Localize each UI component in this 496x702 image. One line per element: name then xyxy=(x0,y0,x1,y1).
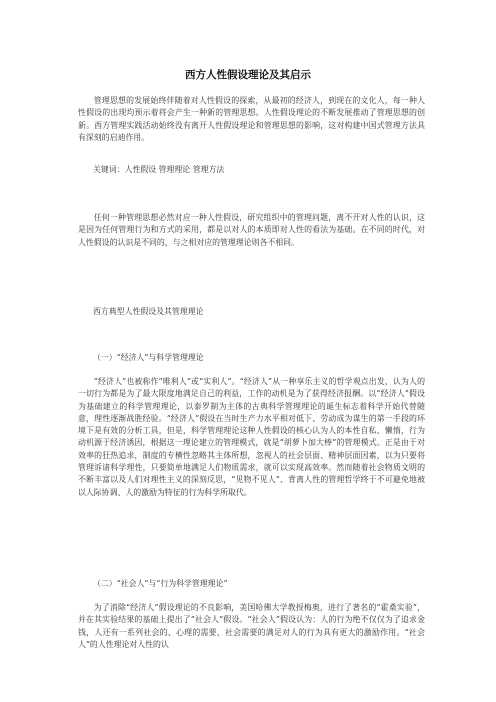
subsection-heading: （二）“社会人”与“行为科学管理理论” xyxy=(93,579,228,588)
subsection-heading: （一）“经济人”与科学管理理论 xyxy=(93,353,204,362)
intro-paragraph: 任何一种管理思想必然对应一种人性假设，研究组织中的管理问题，离不开对人性的认识，这是因为任何管理行为和方式的采用，都是以对人的本质即对人性的看法为基础。在不同的时代，对人性假设的认识是不同的，与之相对应的管理理论则各不相同。 xyxy=(78,213,425,247)
body-paragraph: 为了消除“经济人”假设理论的不良影响，美国哈佛大学教授梅奥，进行了著名的“霍桑实验”，并在其实验结果的基础上提出了“社会人”假设。“社会人”假设认为：人的行为绝不仅仅为了追求金钱，人还有一系列社会的、心理的需要，社会需要的满足对人的行为具有更大的激励作用。“社会人”的人性理论对人性的认 xyxy=(78,603,425,649)
document-title: 西方人性假设理论及其启示 xyxy=(185,69,311,81)
abstract-paragraph: 管理思想的发展始终伴随着对人性假设的探索，从最初的经济人，到现在的文化人，每一种人性假设的出现均预示着将会产生一种新的管理思想。人性假设理论的不断发展推动了管理思想的创新。西方管理实践活动始终没有离开人性假设理论和管理思想的影响，这对构建中国式管理方法具有深刻的启迪作用。 xyxy=(78,96,425,142)
section-heading: 西方典型人性假设及其管理理论 xyxy=(93,307,204,316)
keywords-line: 关键词：人性假设 管理理论 管理方法 xyxy=(93,165,225,174)
body-paragraph: “经济人”也被称作“唯利人”或“实利人”。“经济人”从一种享乐主义的哲学观点出发，认为人的一切行为都是为了最大限度地满足自己的利益，工作的动机是为了获得经济报酬。以“经济人”假设为基础建立的科学管理理论，以泰罗制为主体的古典科学管理理论的诞生标志着科学开始代替随意，理性逐渐战胜经验。“经济人”假设在当时生产力水平相对低下、劳动成为谋生的第一手段的环境下是有效的分析工具，但是，科学管理理论这种人性假设的核心认为人的本性自私、懒惰，行为动机源于经济诱因，根据这一理论建立的管理模式，就是“胡萝卜加大棒”的管理模式。正是由于对效率的狂热追求，制度的专横性忽略其主体所想，忽视人的社会层面、精神层面因素，以为只要将管理诉诸科学理性，只要简单地满足人们物质需求，就可以实现高效率。然而随着社会物质文明的不断丰富以及人们对理性主义的深刻反思，“见物不见人”、背离人性的管理哲学终于不可避免地被以人际协调、人的激励为特征的行为科学所取代。 xyxy=(78,377,425,497)
